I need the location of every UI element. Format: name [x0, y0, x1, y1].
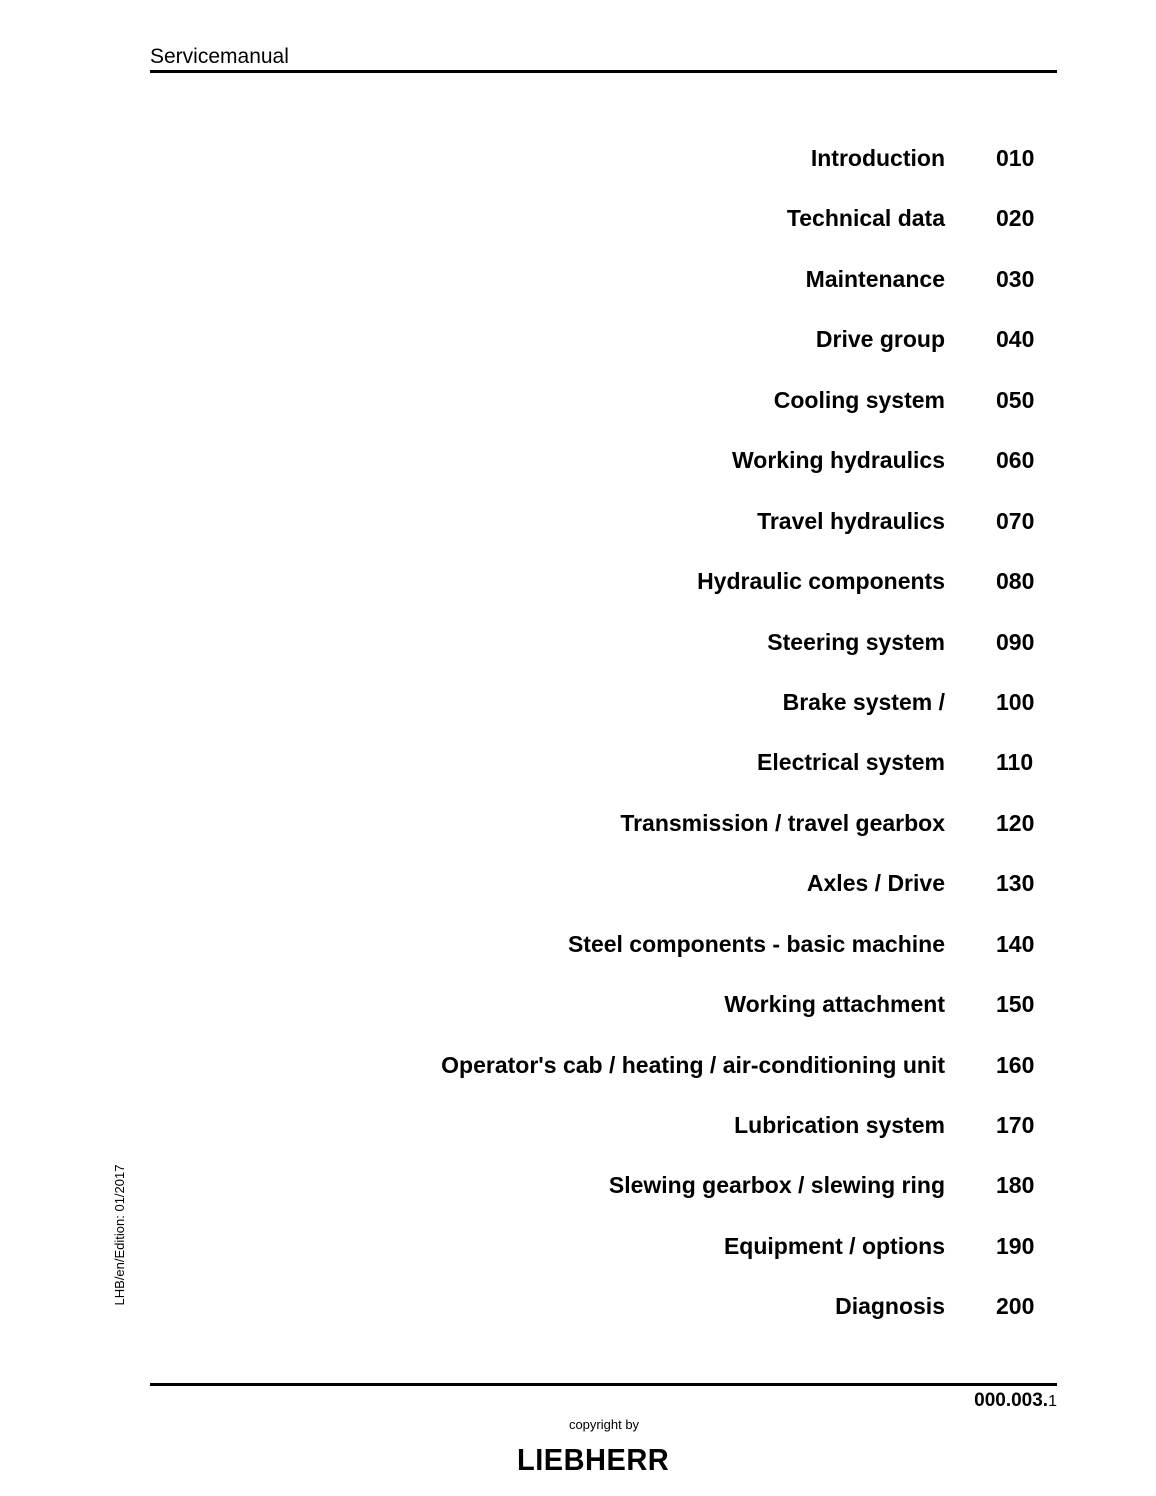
toc-row[interactable] [150, 431, 1050, 491]
toc-label: Steel components - basic machine [567, 930, 945, 957]
edition-text: LHB/en/Edition: 01/2017 [112, 1164, 127, 1306]
toc-label: Diagnosis [835, 1293, 945, 1320]
liebherr-logo [517, 1445, 687, 1475]
toc-number: 060 [996, 447, 1035, 474]
toc-row[interactable] [150, 1096, 1050, 1156]
toc-number: 170 [996, 1112, 1035, 1138]
page-number [974, 1389, 1057, 1414]
toc-number: 100 [996, 688, 1035, 715]
toc-number: 190 [996, 1232, 1035, 1259]
toc-number: 090 [996, 628, 1035, 655]
table-of-contents [150, 129, 1050, 1338]
toc-label: Cooling system [773, 386, 945, 413]
copyright-text: copyright by [568, 1417, 640, 1432]
toc-row[interactable] [150, 552, 1050, 612]
toc-row[interactable] [150, 1036, 1050, 1096]
toc-label: Maintenance [805, 265, 945, 292]
toc-number: 030 [996, 265, 1035, 292]
toc-row[interactable] [150, 975, 1050, 1035]
toc-label: Working hydraulics [731, 447, 945, 474]
toc-number: 070 [996, 507, 1035, 534]
page-number-sub: 1 [1048, 1393, 1057, 1410]
toc-row[interactable] [150, 1217, 1050, 1277]
toc-number: 050 [996, 386, 1035, 413]
toc-row[interactable] [150, 613, 1050, 673]
toc-row[interactable] [150, 915, 1050, 975]
toc-row[interactable] [150, 854, 1050, 914]
toc-row[interactable] [150, 371, 1050, 431]
toc-number: 120 [996, 809, 1035, 836]
header-rule [150, 70, 1057, 73]
toc-row[interactable] [150, 250, 1050, 310]
toc-row[interactable] [150, 794, 1050, 854]
toc-number: 010 [996, 145, 1035, 171]
toc-row[interactable] [150, 673, 1050, 733]
page-number-main: 000.003. [974, 1390, 1049, 1411]
toc-number: 110 [996, 749, 1034, 776]
toc-number: 040 [996, 326, 1035, 353]
toc-number: 080 [996, 568, 1035, 595]
toc-number: 130 [996, 870, 1035, 897]
toc-label: Introduction [810, 145, 945, 171]
document-title: Servicemanual [150, 45, 289, 68]
toc-label: Technical data [786, 205, 945, 232]
toc-label: Hydraulic components [697, 568, 945, 595]
toc-number: 020 [996, 205, 1035, 232]
toc-number: 140 [996, 930, 1035, 957]
toc-number: 200 [996, 1293, 1035, 1320]
footer-rule [150, 1383, 1057, 1386]
toc-label: Operator's cab / heating / air-conditioning unit [441, 1051, 945, 1078]
toc-row[interactable] [150, 1277, 1050, 1337]
toc-number: 160 [996, 1051, 1035, 1078]
toc-label: Travel hydraulics [757, 507, 945, 534]
toc-label: Steering system [767, 628, 945, 655]
toc-row[interactable] [150, 189, 1050, 249]
toc-label: Brake system / [782, 688, 945, 715]
toc-row[interactable] [150, 310, 1050, 370]
toc-label: Axles / Drive [806, 870, 945, 897]
toc-label: Electrical system [757, 749, 945, 776]
logo-wordmark: LIEBHERR [517, 1445, 670, 1475]
toc-row[interactable] [150, 733, 1050, 793]
toc-row[interactable] [150, 129, 1050, 189]
toc-label: Slewing gearbox / slewing ring [608, 1172, 945, 1199]
toc-row[interactable] [150, 492, 1050, 552]
toc-label: Transmission / travel gearbox [620, 809, 945, 836]
toc-number: 180 [996, 1172, 1035, 1199]
toc-number: 150 [996, 991, 1035, 1018]
toc-label: Drive group [815, 326, 945, 353]
toc-label: Equipment / options [723, 1232, 945, 1259]
toc-label: Lubrication system [734, 1112, 945, 1138]
toc-row[interactable] [150, 1156, 1050, 1216]
toc-label: Working attachment [724, 991, 945, 1018]
